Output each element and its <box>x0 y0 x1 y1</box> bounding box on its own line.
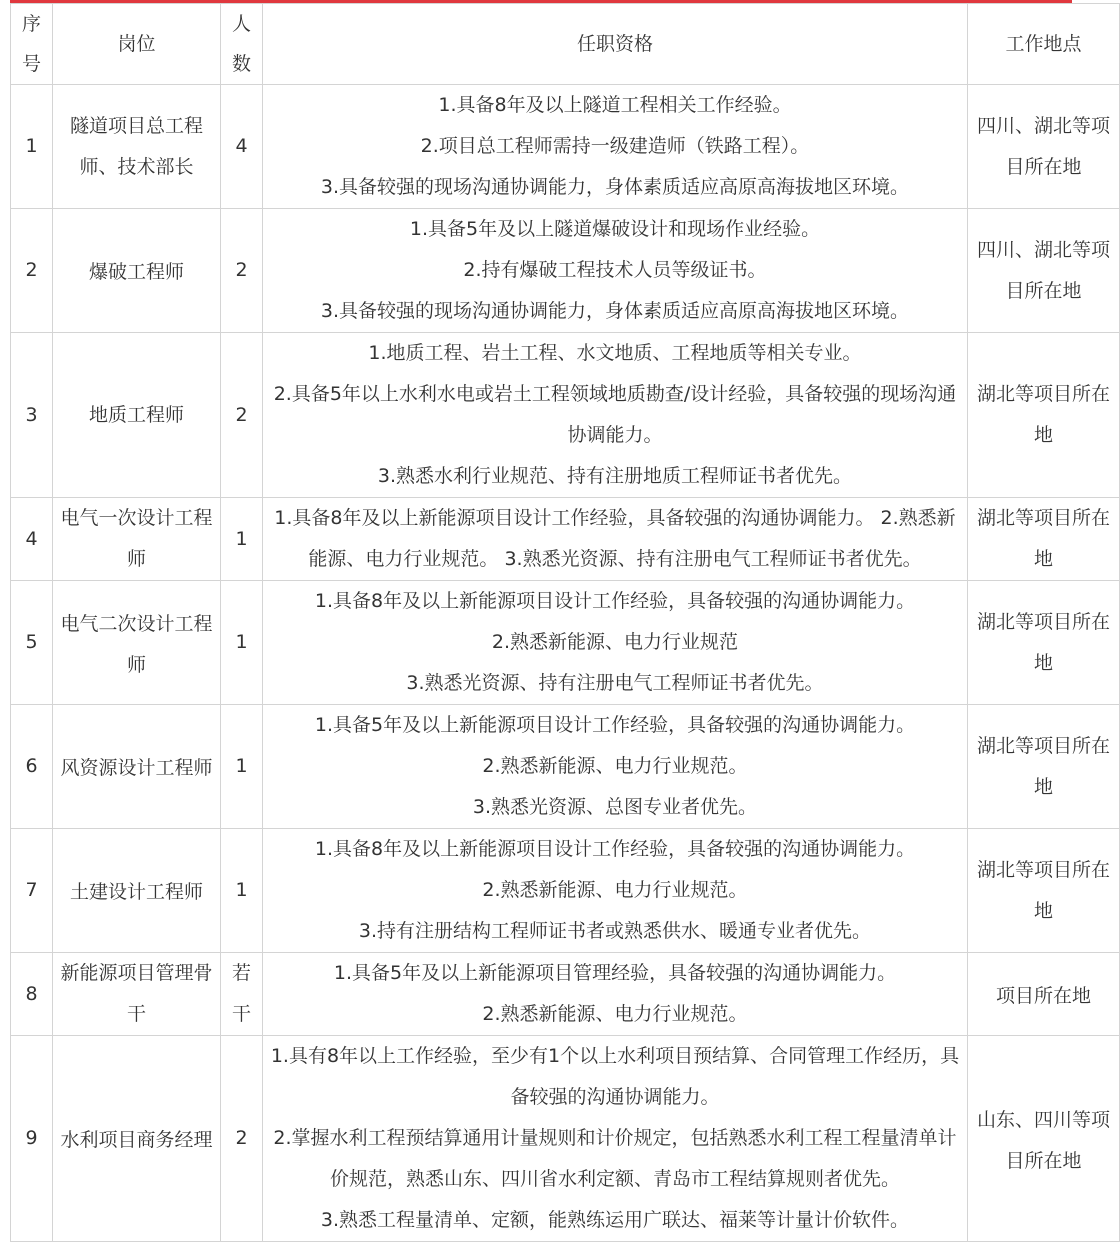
cell-location: 山东、四川等项目所在地 <box>968 1036 1120 1242</box>
cell-location: 四川、湖北等项目所在地 <box>968 85 1120 209</box>
requirement-line: 3.熟悉光资源、总图专业者优先。 <box>472 796 758 818</box>
cell-position: 隧道项目总工程师、技术部长 <box>53 85 221 209</box>
header-requirements: 任职资格 <box>263 4 968 85</box>
requirement-line: 2.项目总工程师需持一级建造师（铁路工程）。 <box>420 135 810 157</box>
cell-count: 1 <box>221 829 263 953</box>
requirement-line: 2.熟悉新能源、电力行业规范 <box>491 631 739 653</box>
cell-count: 若干 <box>221 953 263 1036</box>
table-row <box>11 953 1120 1036</box>
table-row <box>11 85 1120 209</box>
cell-count: 2 <box>221 1036 263 1242</box>
table-row <box>11 333 1120 498</box>
cell-location: 湖北等项目所在地 <box>968 705 1120 829</box>
job-openings-table <box>10 3 1120 1242</box>
cell-count: 1 <box>221 581 263 705</box>
cell-requirements <box>263 705 968 829</box>
cell-position: 风资源设计工程师 <box>53 705 221 829</box>
requirement-line: 1.具备5年及以上新能源项目管理经验，具备较强的沟通协调能力。 <box>333 962 897 984</box>
cell-no: 9 <box>11 1036 53 1242</box>
cell-no: 3 <box>11 333 53 498</box>
cell-position: 电气二次设计工程师 <box>53 581 221 705</box>
requirement-line: 3.熟悉工程量清单、定额，能熟练运用广联达、福莱等计量计价软件。 <box>320 1209 910 1231</box>
cell-location: 湖北等项目所在地 <box>968 333 1120 498</box>
cell-no: 1 <box>11 85 53 209</box>
cell-location: 四川、湖北等项目所在地 <box>968 209 1120 333</box>
header-location: 工作地点 <box>968 4 1120 85</box>
cell-no: 2 <box>11 209 53 333</box>
requirement-line: 1.具备8年及以上隧道工程相关工作经验。 <box>438 94 792 116</box>
table-row <box>11 1036 1120 1242</box>
table-row <box>11 829 1120 953</box>
cell-no: 4 <box>11 498 53 581</box>
requirement-line: 2.熟悉新能源、电力行业规范。 <box>482 1003 748 1025</box>
requirement-line: 2.具备5年以上水利水电或岩土工程领域地质勘查/设计经验，具备较强的现场沟通协调能力。 <box>273 383 957 446</box>
header-count: 人数 <box>221 4 263 85</box>
requirement-line: 1.具备5年及以上隧道爆破设计和现场作业经验。 <box>409 218 821 240</box>
cell-no: 5 <box>11 581 53 705</box>
requirement-line: 1.地质工程、岩土工程、水文地质、工程地质等相关专业。 <box>368 342 862 364</box>
cell-requirements <box>263 953 968 1036</box>
cell-location: 项目所在地 <box>968 953 1120 1036</box>
requirement-line: 2.熟悉新能源、电力行业规范。 <box>482 755 748 777</box>
cell-count: 2 <box>221 333 263 498</box>
cell-count: 1 <box>221 705 263 829</box>
requirement-line: 3.熟悉光资源、持有注册电气工程师证书者优先。 <box>406 672 824 694</box>
cell-count: 4 <box>221 85 263 209</box>
requirement-line: 2.熟悉新能源、电力行业规范。 <box>482 879 748 901</box>
table-header-row <box>11 4 1120 85</box>
cell-no: 6 <box>11 705 53 829</box>
cell-count: 2 <box>221 209 263 333</box>
cell-requirements <box>263 498 968 581</box>
cell-location: 湖北等项目所在地 <box>968 829 1120 953</box>
requirement-line: 3.具备较强的现场沟通协调能力，身体素质适应高原高海拔地区环境。 <box>320 176 910 198</box>
requirement-line: 1.具备8年及以上新能源项目设计工作经验，具备较强的沟通协调能力。 <box>314 838 916 860</box>
requirement-line: 3.持有注册结构工程师证书者或熟悉供水、暖通专业者优先。 <box>358 920 872 942</box>
header-no: 序号 <box>11 4 53 85</box>
table-row <box>11 209 1120 333</box>
requirement-line: 2.掌握水利工程预结算通用计量规则和计价规定，包括熟悉水利工程工程量清单计价规范，熟悉山东、四川省水利定额、青岛市工程结算规则者优先。 <box>273 1127 957 1190</box>
requirement-line: 1.具有8年以上工作经验，至少有1个以上水利项目预结算、合同管理工作经历，具备较强的沟通协调能力。 <box>270 1045 960 1108</box>
cell-location: 湖北等项目所在地 <box>968 581 1120 705</box>
requirement-line: 1.具备8年及以上新能源项目设计工作经验，具备较强的沟通协调能力。 <box>314 590 916 612</box>
requirement-line: 1.具备8年及以上新能源项目设计工作经验，具备较强的沟通协调能力。 2.熟悉新能源、电力行业规范。 3.熟悉光资源、持有注册电气工程师证书者优先。 <box>274 507 956 570</box>
cell-position: 爆破工程师 <box>53 209 221 333</box>
cell-requirements <box>263 1036 968 1242</box>
cell-requirements <box>263 85 968 209</box>
cell-no: 7 <box>11 829 53 953</box>
requirement-line: 3.熟悉水利行业规范、持有注册地质工程师证书者优先。 <box>377 465 853 487</box>
cell-requirements <box>263 333 968 498</box>
cell-position: 地质工程师 <box>53 333 221 498</box>
cell-position: 土建设计工程师 <box>53 829 221 953</box>
requirement-line: 2.持有爆破工程技术人员等级证书。 <box>463 259 767 281</box>
table-row <box>11 705 1120 829</box>
cell-no: 8 <box>11 953 53 1036</box>
table-row <box>11 581 1120 705</box>
requirement-line: 1.具备5年及以上新能源项目设计工作经验，具备较强的沟通协调能力。 <box>314 714 916 736</box>
cell-count: 1 <box>221 498 263 581</box>
cell-position: 新能源项目管理骨干 <box>53 953 221 1036</box>
header-position: 岗位 <box>53 4 221 85</box>
cell-location: 湖北等项目所在地 <box>968 498 1120 581</box>
cell-position: 电气一次设计工程师 <box>53 498 221 581</box>
cell-position: 水利项目商务经理 <box>53 1036 221 1242</box>
cell-requirements <box>263 829 968 953</box>
cell-requirements <box>263 209 968 333</box>
cell-requirements <box>263 581 968 705</box>
table-row <box>11 498 1120 581</box>
requirement-line: 3.具备较强的现场沟通协调能力，身体素质适应高原高海拔地区环境。 <box>320 300 910 322</box>
